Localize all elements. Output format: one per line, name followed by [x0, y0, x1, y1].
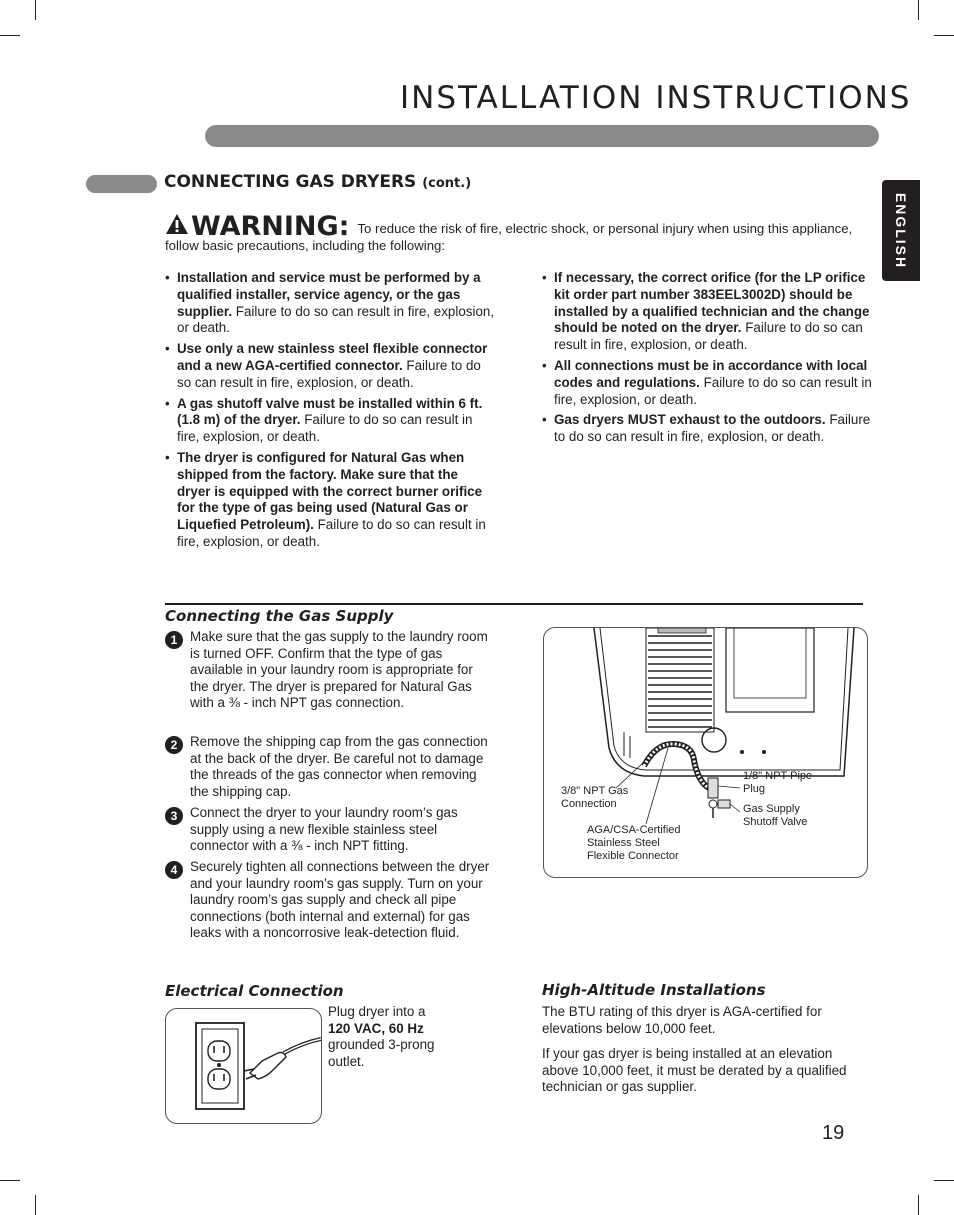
bullet-dot: •	[542, 270, 547, 285]
label-line: Plug	[743, 783, 766, 795]
step-text: Connect the dryer to your laundry room’s gas supply using a new flexible stainless steel connector with a ⅜ - inch NPT fitting.	[190, 805, 458, 854]
label-npt-gas-connection	[561, 785, 628, 811]
label-flexible-connector	[587, 824, 681, 863]
warning-bullet-bold: If necessary, the correct orifice (for the LP orifice kit order part number 383EEL3002D) should be installed by a qualified technician and the change should be noted on the dryer.	[554, 270, 870, 336]
warning-bullet-bold: The dryer is configured for Natural Gas when shipped from the factory. Make sure that the dryer is equipped with the correct burner orifice for the type of gas being used (Natural Gas or Liquefied Petroleum).	[177, 449, 483, 533]
crop-mark	[35, 1195, 36, 1215]
warning-bullet	[542, 358, 872, 408]
bullet-dot: •	[542, 412, 547, 428]
warning-bullet-bold: Installation and service must be performed by a qualified installer, service agency, or the gas supplier.	[177, 270, 481, 319]
step-number: 3	[165, 807, 183, 825]
warning-header	[165, 213, 855, 254]
page-number: 19	[822, 1122, 845, 1144]
warning-bullet-text: Failure to do so can result in fire, explosion, or death.	[177, 412, 473, 445]
label-line: AGA/CSA-Certified	[587, 824, 681, 836]
label-line: 1/8" NPT Pipe	[743, 770, 813, 782]
electrical-heading: Electrical Connection	[165, 982, 344, 1000]
high-altitude-heading: High-Altitude Installations	[542, 981, 766, 999]
label-npt-pipe-plug	[743, 770, 812, 796]
language-tab	[882, 180, 920, 281]
section-title-suffix: (cont.)	[422, 176, 472, 191]
label-shutoff-valve	[743, 803, 807, 829]
bullet-dot: •	[165, 395, 170, 411]
warning-bullet-text: Failure to do so can result in fire, explosion, or death.	[554, 412, 871, 445]
high-altitude-para-1: The BTU rating of this dryer is AGA-certified for elevations below 10,000 feet.	[542, 1004, 822, 1036]
warning-bullet	[542, 412, 872, 446]
step-4	[165, 859, 495, 942]
step-text: Securely tighten all connections between the dryer and your laundry room’s gas supply. Turn on your laundry room’s gas supply and check all pipe connections (both internal and external) for gas leaks with a noncorrosive leak-detection fluid.	[190, 859, 490, 941]
warning-bullet-text: Failure to do so can result in fire, explosion, or death.	[177, 357, 481, 390]
step-1	[165, 629, 495, 712]
warning-bullet	[165, 270, 495, 337]
high-altitude-para-2: If your gas dryer is being installed at an elevation above 10,000 feet, it must be derated by a qualified technician or gas supplier.	[542, 1046, 847, 1095]
crop-mark	[918, 0, 919, 20]
crop-mark	[934, 35, 954, 36]
crop-mark	[35, 0, 36, 20]
warning-bullet	[165, 396, 495, 446]
warning-bullet	[165, 341, 495, 391]
warning-bullet-text: Failure to do so can result in fire, explosion, or death.	[554, 374, 872, 407]
section-pill	[86, 175, 157, 193]
warning-triangle-icon	[165, 213, 189, 235]
outlet-plug-illustration	[166, 1009, 321, 1123]
gas-supply-heading: Connecting the Gas Supply	[165, 607, 394, 625]
label-line: Connection	[561, 798, 617, 810]
warning-bullet-text: Failure to do so can result in fire, explosion, or death.	[554, 320, 863, 353]
crop-mark	[0, 35, 20, 36]
label-line: Stainless Steel	[587, 837, 660, 849]
warning-bullet-bold: Gas dryers MUST exhaust to the outdoors.	[554, 412, 826, 428]
warning-bullet-bold: All connections must be in accordance with local codes and regulations.	[554, 357, 868, 390]
gas-connection-diagram	[543, 627, 868, 878]
label-line: Shutoff Valve	[743, 816, 808, 828]
warning-bullet	[542, 270, 872, 354]
step-3	[165, 805, 495, 855]
warning-bullet	[165, 450, 495, 551]
crop-mark	[918, 1195, 919, 1215]
electrical-line: outlet.	[328, 1053, 365, 1069]
warning-bullet-bold: Use only a new stainless steel flexible connector and a new AGA-certified connector.	[177, 341, 488, 373]
electrical-line-bold: 120 VAC, 60 Hz	[328, 1020, 424, 1036]
electrical-text	[328, 1004, 458, 1070]
bullet-dot: •	[165, 449, 170, 465]
step-number: 1	[165, 631, 183, 649]
crop-mark	[934, 1180, 954, 1181]
warning-intro: To reduce the risk of fire, electric shock, or personal injury when using this appliance, follow basic precautions, including the following:	[165, 221, 853, 253]
step-number: 2	[165, 736, 183, 754]
section-title-text: CONNECTING GAS DRYERS	[164, 172, 417, 192]
electrical-line: grounded 3-prong	[328, 1037, 435, 1053]
title-bar	[205, 125, 879, 147]
section-title	[164, 172, 471, 192]
label-line: Gas Supply	[743, 803, 800, 815]
warning-bullet-bold: A gas shutoff valve must be installed within 6 ft. (1.8 m) of the dryer.	[177, 395, 483, 428]
warning-list-right	[542, 270, 872, 450]
warning-bullet-text: Failure to do so can result in fire, explosion, or death.	[177, 517, 486, 549]
electrical-line: Plug dryer into a	[328, 1004, 426, 1019]
bullet-dot: •	[542, 357, 547, 373]
language-tab-label: ENGLISH	[893, 192, 909, 269]
section-divider	[165, 603, 863, 605]
label-line: Flexible Connector	[587, 850, 679, 862]
step-text: Make sure that the gas supply to the laundry room is turned OFF. Confirm that the type of gas available in your laundry room is appropriate for the dryer. The dryer is prepared for Natural Gas with a ⅜ - inch NPT gas connection.	[190, 629, 488, 711]
step-number: 4	[165, 861, 183, 879]
step-text: Remove the shipping cap from the gas connection at the back of the dryer. Be careful not to damage the threads of the gas connector when removing the shipping cap.	[190, 734, 488, 799]
bullet-dot: •	[165, 270, 170, 285]
step-2	[165, 734, 495, 800]
warning-label: WARNING:	[191, 211, 350, 242]
page-title: INSTALLATION INSTRUCTIONS	[400, 80, 912, 116]
crop-mark	[0, 1180, 20, 1181]
bullet-dot: •	[165, 341, 170, 357]
label-line: 3/8" NPT Gas	[561, 785, 629, 797]
warning-bullet-text: Failure to do so can result in fire, explosion, or death.	[177, 303, 495, 336]
outlet-illustration-box	[165, 1008, 322, 1124]
warning-list-left	[165, 270, 495, 555]
